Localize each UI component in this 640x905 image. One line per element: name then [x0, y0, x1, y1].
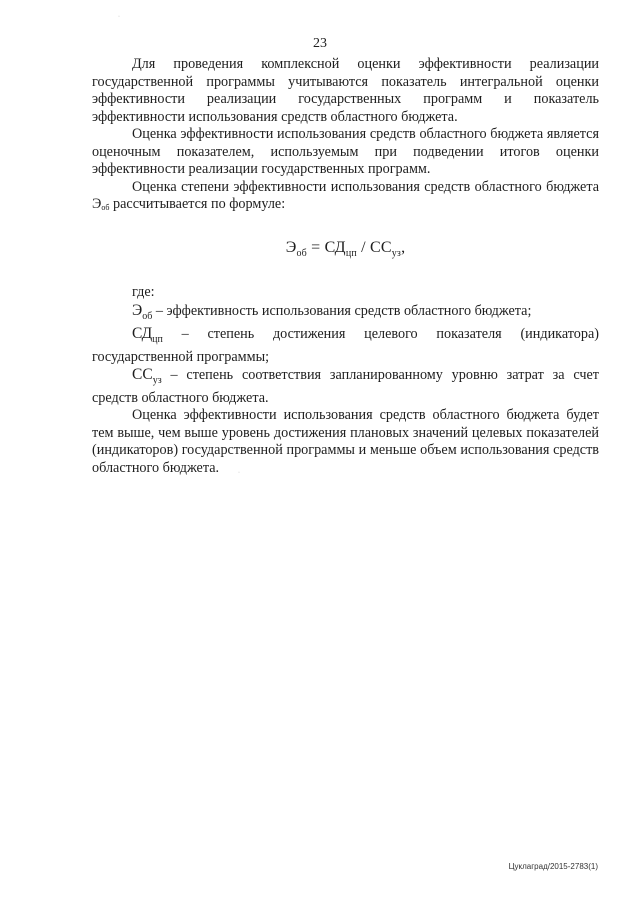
definition-symbol: [132, 366, 162, 387]
footer-document-code: Цуклаград/2015-2783(1): [508, 862, 598, 871]
formula-equals: =: [306, 238, 325, 256]
paragraph-conclusion: Оценка эффективности использования средств областного бюджета будет тем выше, чем выше уровень достижения плановых значений целевых показателей (индикаторов) государственной программы и меньше объем использования средств областного бюджета.: [92, 407, 599, 476]
formula-lhs: Э: [285, 238, 297, 256]
efficiency-formula: [92, 239, 599, 263]
definition-text: – эффективность использования средств областного бюджета;: [152, 302, 532, 319]
definition-item: [92, 366, 599, 407]
budget-efficiency-symbol: [92, 196, 109, 212]
paragraph-formula-intro-text: Оценка степени эффективности использования средств областного бюджета: [132, 178, 599, 195]
formula-denominator: СС: [369, 238, 392, 256]
formula-division: /: [356, 238, 370, 256]
definition-symbol-letter: СД: [132, 325, 153, 343]
where-label: где:: [132, 284, 155, 301]
paragraph-assessment: Оценка эффективности использования средств областного бюджета является оценочным показателем, используемым при подведении итогов оценки эффективности реализации государственных программ.: [92, 126, 599, 177]
definition-symbol-letter: Э: [132, 301, 143, 319]
formula-lhs-subscript: об: [296, 247, 307, 259]
formula-denominator-subscript: уз: [391, 247, 402, 259]
definition-symbol: [132, 301, 153, 322]
symbol-subscript: об: [101, 203, 110, 212]
page-number: 23: [313, 36, 327, 51]
definition-symbol-subscript: уз: [152, 375, 162, 387]
definition-item: [92, 302, 599, 326]
formula-trailing-comma: ,: [401, 238, 406, 256]
definition-text: – степень соответствия запланированному уровню затрат за счет средств областного бюджета.: [92, 367, 599, 406]
paragraph-formula-intro: [92, 179, 599, 217]
formula-numerator: СД: [324, 238, 346, 256]
definition-symbol-letter: СС: [132, 366, 153, 384]
scan-speck: ·: [238, 470, 240, 476]
symbol-letter: Э: [92, 196, 102, 212]
document-body: [92, 56, 599, 477]
definition-symbol-subscript: об: [142, 310, 153, 322]
definition-symbol: [132, 325, 163, 346]
paragraph-formula-intro-end: рассчитывается по формуле:: [113, 196, 286, 212]
formula-numerator-subscript: цп: [345, 247, 357, 259]
definition-symbol-subscript: цп: [152, 334, 163, 346]
scan-speck: ·: [118, 14, 120, 20]
definition-item: [92, 325, 599, 366]
paragraph-intro: Для проведения комплексной оценки эффективности реализации государственной программы учитываются показатель интегральной оценки эффективности реализации государственных программ и показатель эффективности использования средств областного бюджета.: [92, 56, 599, 125]
definition-text: – степень достижения целевого показателя (индикатора) государственной программы;: [92, 326, 599, 365]
